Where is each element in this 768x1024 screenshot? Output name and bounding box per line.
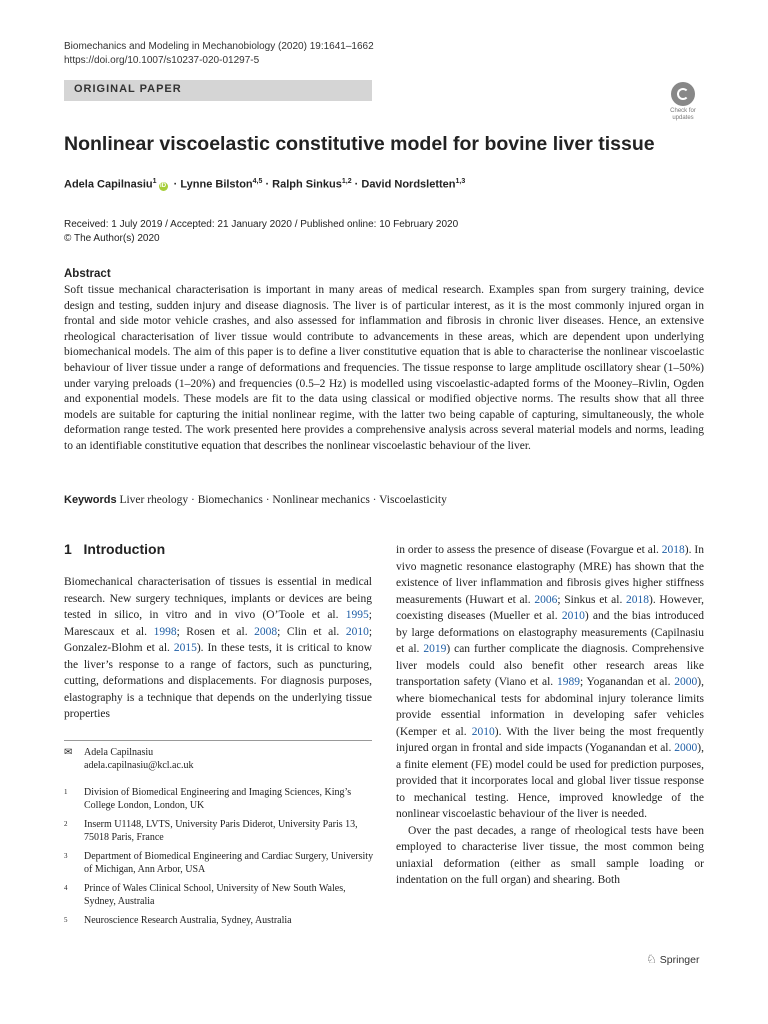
footnote-divider bbox=[64, 740, 372, 741]
author-affiliation-mark: 4,5 bbox=[252, 178, 263, 185]
received-accepted-dates: Received: 1 July 2019 / Accepted: 21 January 2020 / Published online: 10 February 2020 bbox=[64, 219, 459, 230]
section-heading bbox=[64, 541, 165, 557]
text-run: ; Rosen et al. bbox=[176, 625, 255, 638]
article-type-bar bbox=[64, 80, 372, 101]
affiliation-text: Department of Biomedical Engineering and Cardiac Surgery, University of Michigan, Ann Arbor, USA bbox=[84, 851, 374, 875]
section-title: Introduction bbox=[83, 541, 166, 557]
citation-link[interactable]: 2018 bbox=[626, 593, 650, 606]
citation-link[interactable]: 2010 bbox=[471, 725, 495, 738]
text-run: ). With the liver being the most frequently injured organ in frontal and side impacts (Yoganandan et al. bbox=[396, 725, 704, 754]
text-run: ) can further complicate the diagnosis. Comprehensive liver models could also benefit other research areas like transportation safety (Viano et al. bbox=[396, 643, 704, 688]
article-type-label: ORIGINAL PAPER bbox=[74, 83, 182, 95]
doi-link[interactable]: https://doi.org/10.1007/s10237-020-01297-5 bbox=[64, 55, 260, 66]
publisher-footer bbox=[646, 952, 699, 966]
text-run: ; Yoganandan et al. bbox=[579, 676, 675, 688]
citation-link[interactable]: 2000 bbox=[674, 676, 698, 688]
right-column-text bbox=[396, 542, 704, 889]
text-run: ). However, coexisting diseases (Mueller et al. bbox=[396, 593, 704, 622]
citation-link[interactable]: 2018 bbox=[661, 544, 685, 556]
affiliation-text: Neuroscience Research Australia, Sydney, Australia bbox=[84, 915, 292, 926]
text-run: ). In these tests, it is critical to know the liver’s response to a range of factors, such as puncturing, cutting, deformations and displacements. For diagnosis purposes, elastography is a technique that depends on the underlying tissue properties bbox=[64, 642, 372, 720]
author-affiliation-mark: 1,3 bbox=[455, 178, 466, 185]
author-affiliation-mark: 1,2 bbox=[341, 178, 352, 185]
text-run: Biomechanical characterisation of tissues is essential in medical research. New surgery techniques, implants or devices are being tested in silico, in vitro and in vivo (O’Toole et al. bbox=[64, 576, 372, 621]
keywords-line bbox=[64, 494, 447, 506]
springer-horse-icon: ♘ bbox=[646, 952, 657, 966]
text-run: ; Sinkus et al. bbox=[557, 593, 627, 606]
correspondence-footnote bbox=[64, 746, 374, 772]
abstract-text: Soft tissue mechanical characterisation is important in many areas of medical research. Examples span from surgery training, device design and testing, sudden injury and disease diagnosis. The liver is of particular interest, as it is the most commonly injured organ in frontal and side motor vehicle crashes, and also assessed for inflammation and fibrosis in chronic liver diseases. Hence, an extensive rheological characterisation of liver tissue would contribute to advancements in these areas, which are dependent upon underlying biomechanical models. The aim of this paper is to define a liver constitutive equation that is able to characterise the nonlinear viscoelastic behaviour of liver tissue under a range of deformations and frequencies. The tissue response to large amplitude oscillatory shear (1–50%) under varying preloads (1–20%) and frequencies (0.5–2 Hz) is modelled using viscoelastic-adapted forms of the Mooney–Rivlin, Ogden and exponential models. These models are fit to the data using classical or modified objective norms. The results show that all three models are suitable for capturing the initial nonlinear regime, with the latter two being capable of capturing, simultaneously, the whole deformation range tested. The work presented here provides a comprehensive analysis across several material models and norms, leading to an identifiable constitutive equation that describes the nonlinear viscoelastic behaviour of the liver. bbox=[64, 284, 704, 452]
citation-link[interactable]: 2000 bbox=[674, 742, 698, 754]
text-run: ), where biomechanical tests for abdominal injury tolerance limits provide essential information in developing safer vehicles (Kemper et al. bbox=[396, 676, 704, 738]
journal-header bbox=[64, 40, 374, 68]
author-separator: · bbox=[262, 178, 273, 191]
text-run: ; Marescaux et al. bbox=[64, 609, 372, 638]
text-run: ; Gonzalez-Blohm et al. bbox=[64, 625, 373, 654]
citation-link[interactable]: 2010 bbox=[345, 625, 369, 638]
affiliation-footnote bbox=[64, 882, 374, 908]
affiliation-text: Inserm U1148, LVTS, University Paris Diderot, University Paris 13, 75018 Paris, France bbox=[84, 819, 358, 843]
affiliation-text: Division of Biomedical Engineering and Imaging Sciences, King’s College London, London, UK bbox=[84, 787, 352, 811]
envelope-icon: ✉ bbox=[64, 747, 73, 758]
citation-link[interactable]: 2006 bbox=[534, 593, 558, 606]
author-separator: · bbox=[170, 178, 181, 191]
correspondence-name: Adela Capilnasiu bbox=[84, 747, 154, 758]
citation-link[interactable]: 2008 bbox=[254, 625, 278, 638]
orcid-icon[interactable]: iD bbox=[160, 182, 167, 189]
text-run: ), a finite element (FE) model could be used for prediction purposes, provided that it incorporates local and global liver tissue response to mechanical testing. Hence, improved knowledge of the nonlinear viscoelastic behaviour of the liver is needed. bbox=[396, 742, 704, 820]
journal-citation: Biomechanics and Modeling in Mechanobiology (2020) 19:1641–1662 bbox=[64, 41, 374, 52]
citation-link[interactable]: 2010 bbox=[561, 610, 585, 622]
citation-link[interactable]: 2019 bbox=[423, 643, 447, 655]
check-for-updates-badge[interactable] bbox=[663, 82, 703, 124]
text-run: ). In vivo magnetic resonance elastography (MRE) has shown that the existence of liver inflammation and fibrosis gives higher stiffness measurements (Huwart et al. bbox=[396, 544, 704, 606]
text-run: ; Clin et al. bbox=[277, 625, 346, 638]
left-column-text bbox=[64, 574, 372, 723]
check-updates-icon bbox=[671, 82, 695, 106]
author-affiliation-mark: 1 bbox=[152, 178, 157, 185]
citation-link[interactable]: 1995 bbox=[345, 609, 369, 621]
affiliation-footnote bbox=[64, 786, 374, 812]
affiliation-footnote bbox=[64, 914, 374, 927]
keywords-label: Keywords bbox=[64, 494, 117, 506]
author-list bbox=[64, 178, 465, 191]
author-name[interactable]: Adela Capilnasiu bbox=[64, 178, 153, 191]
author-name[interactable]: Ralph Sinkus bbox=[272, 178, 342, 191]
keywords-text: Liver rheology · Biomechanics · Nonlinear mechanics · Viscoelasticity bbox=[119, 494, 447, 506]
text-run: in order to assess the presence of disease (Fovargue et al. bbox=[396, 544, 662, 556]
author-name[interactable]: Lynne Bilston bbox=[180, 178, 253, 191]
right-paragraph-2: Over the past decades, a range of rheological tests have been employed to characterise liver tissue, the most common being uniaxial deformation (either as small sample loading or indentation on the full organ) and shearing. Both bbox=[396, 824, 704, 886]
citation-link[interactable]: 2015 bbox=[173, 642, 197, 654]
publication-dates bbox=[64, 218, 458, 246]
affiliation-footnote bbox=[64, 850, 374, 876]
publisher-name: Springer bbox=[659, 954, 700, 966]
copyright-notice: © The Author(s) 2020 bbox=[64, 233, 160, 244]
right-paragraph-1 bbox=[396, 542, 704, 823]
abstract-heading: Abstract bbox=[64, 268, 111, 280]
citation-link[interactable]: 1989 bbox=[556, 676, 580, 688]
affiliation-number: 3 bbox=[64, 852, 68, 860]
author-name[interactable]: David Nordsletten bbox=[361, 178, 456, 191]
check-updates-label: Check for updates bbox=[670, 108, 696, 121]
correspondence-email[interactable]: adela.capilnasiu@kcl.ac.uk bbox=[84, 760, 194, 771]
affiliation-number: 5 bbox=[64, 916, 68, 924]
affiliation-number: 1 bbox=[64, 788, 68, 796]
section-number: 1 bbox=[64, 541, 72, 557]
affiliation-number: 4 bbox=[64, 884, 68, 892]
text-run: ) and the bias introduced by large deformations on elastography measurements (Capilnasiu et al. bbox=[396, 610, 704, 655]
citation-link[interactable]: 1998 bbox=[153, 625, 177, 638]
author-separator: · bbox=[351, 178, 362, 191]
affiliation-footnote bbox=[64, 818, 374, 844]
paper-title: Nonlinear viscoelastic constitutive model for bovine liver tissue bbox=[64, 133, 655, 155]
affiliation-number: 2 bbox=[64, 820, 68, 828]
affiliation-text: Prince of Wales Clinical School, University of New South Wales, Sydney, Australia bbox=[84, 883, 346, 907]
